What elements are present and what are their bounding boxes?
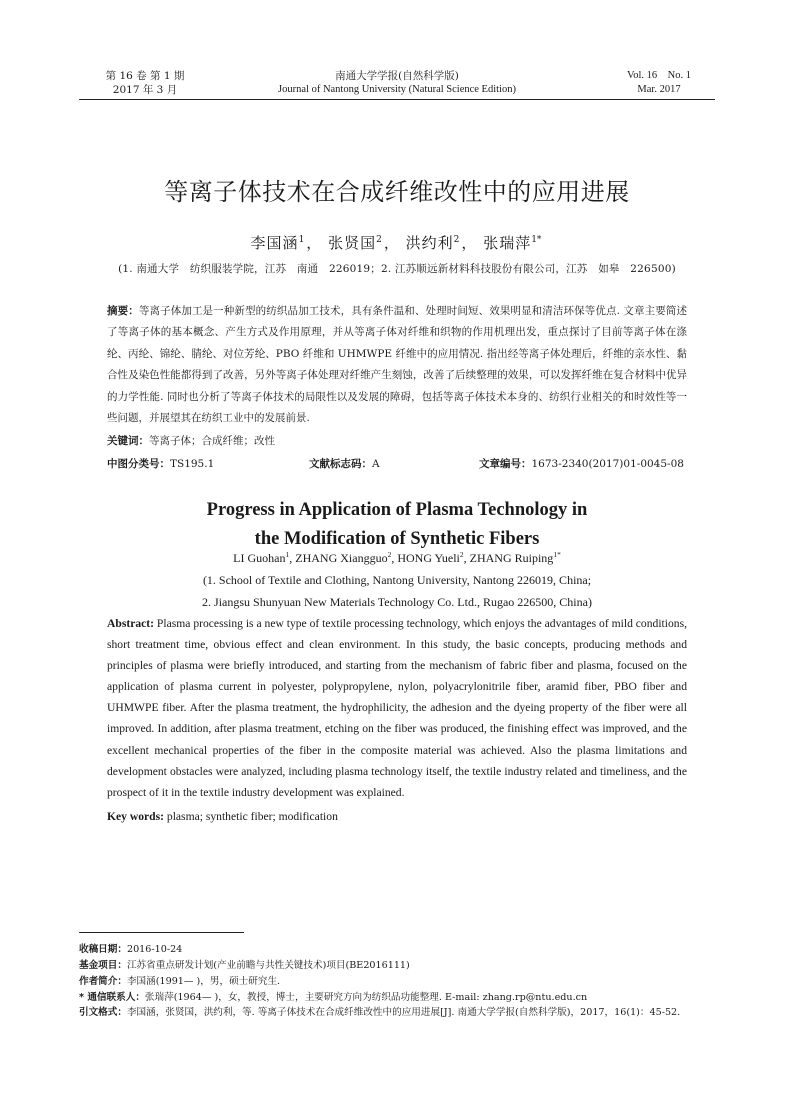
author-name: 李国涵 [250,234,299,252]
keywords-label-en: Key words: [107,810,164,823]
keywords-text-cn: 等离子体；合成纤维；改性 [149,435,275,447]
affiliation-cn: (1. 南通大学 纺织服装学院，江苏 南通 226019；2. 江苏顺远新材料科技股份有限公司，江苏 如皋 226500) [118,263,676,275]
author-name: HONG Yueli [397,551,460,565]
clc-label: 中图分类号： [107,458,170,470]
author-list-cn [79,232,715,253]
issue-date-text: 2017 年 3 月 [112,84,178,96]
author-affil-mark: 2 [376,235,382,245]
journal-name [230,69,564,97]
fund-value: 江苏省重点研发计划(产业前瞻与共性关键技术)项目(BE2016111) [126,960,410,971]
article-number-label: 文章编号： [479,458,532,470]
article-number-value: 1673-2340(2017)01-0045-08 [531,458,684,470]
paper-title-cn: 等离子体技术在合成纤维改性中的应用进展 [164,178,630,206]
author-separator: , [463,551,470,565]
bio-label: 作者简介： [79,976,127,987]
author-affil-mark: 2 [453,235,460,245]
abstract-label-cn: 摘要： [107,305,139,317]
keywords-en [107,807,687,827]
author-separator: , [391,551,398,565]
footnote-divider [79,932,244,933]
document-code-value: A [372,458,380,470]
author-affil-mark: 1* [531,235,542,245]
clc-number [107,455,214,473]
author-affil-mark: 1 [298,235,305,245]
fund-project [79,958,719,974]
volume-issue-text: 第 16 卷 第 1 期 [105,70,185,82]
clc-value: TS195.1 [170,458,215,470]
article-number [479,455,684,473]
paper-title-en-line2: the Modification of Synthetic Fibers [254,529,540,549]
abstract-text-en: Plasma processing is a new type of textile processing technology, which enjoys the advantages of mild conditions, short treatment time, obvious effect and clean environment. In this study, the basic concepts, producing methods and principles of plasma were briefly introduced, and starting from the mechanism of fabric fiber and plasma, focused on the application of plasma current in polyester, polypropylene, nylon, polyacrylonitrile fiber, aramid fiber, PBO fiber and UHMWPE fiber. After the plasma treatment, the hydrophilicity, the adhesion and the dyeing property of the fiber were all improved. In addition, after plasma treatment, etching on the fiber was produced, the finishing effect was improved, and the excellent mechanical properties of the fiber in the composite material was achieved. Also the plasma limitations and development obstacles were analyzed, including plasma technology itself, the textile industry related and timeliness, and the prospect of it in the textile industry development was explained. [107,617,687,799]
author-name: LI Guohan [233,551,286,565]
author-bio [79,974,719,990]
received-date [79,942,719,958]
corresponding-label: * 通信联系人： [79,992,145,1003]
author-separator: ， [461,234,478,252]
document-code-label: 文献标志码： [309,458,372,470]
keywords-cn [107,431,687,451]
keywords-text-en: plasma; synthetic fiber; modification [164,810,338,823]
affiliation-en-line1: (1. School of Textile and Clothing, Nantong University, Nantong 226019, China; [202,573,592,587]
author-name: ZHANG Ruiping [469,551,554,565]
abstract-cn [107,301,687,429]
issue-month-text: Mar. 2017 [637,84,681,95]
affiliation-en-line2: 2. Jiangsu Shunyuan New Materials Technology Co. Ltd., Rugao 226500, China) [202,595,592,609]
citation-format [79,1005,719,1021]
author-affil-mark: 1* [553,550,561,559]
author-list-en [79,550,715,566]
corresponding-author [79,990,719,1006]
volume-number-text: Vol. 16 No. 1 [627,70,691,81]
author-separator: ， [306,234,323,252]
citation-label: 引文格式： [79,1007,127,1018]
abstract-en [107,613,687,803]
fund-label: 基金项目： [79,960,127,971]
header-divider [79,99,715,100]
author-name: 洪约利 [405,234,454,252]
bio-value: 李国涵(1991— )，男，硕士研究生. [126,976,281,987]
received-value: 2016-10-24 [126,944,183,955]
document-code [309,455,380,473]
author-affil-mark: 1 [285,550,290,559]
journal-issue-cn [100,69,190,97]
author-name: 张贤国 [328,234,377,252]
citation-value: 李国涵，张贤国，洪约利，等. 等离子体技术在合成纤维改性中的应用进展[J]. 南通大学学报(自然科学版)，2017，16(1)：45-52. [126,1007,681,1018]
journal-name-cn: 南通大学学报(自然科学版) [335,70,459,82]
author-affil-mark: 2 [387,550,392,559]
journal-issue-en [604,69,714,97]
abstract-text-cn: 等离子体加工是一种新型的纺织品加工技术，具有条件温和、处理时间短、效果明显和清洁环保等优点. 文章主要简述了等离子体的基本概念、产生方式及作用原理，并从等离子体对纤维和织物的作用机理出发，重点探讨了目前等离子体在涤纶、丙纶、锦纶、腈纶、对位芳纶、PBO 纤维和 UHMWPE 纤维中的应用情况. 指出经等离子体处理后，纤维的亲水性、黏合性及染色性能都得到了改善，另外等离子体处理对纤维产生刻蚀，改善了后续整理的效果，可以发挥纤维在复合材料中优异的力学性能. 同时也分析了等离子体技术的局限性以及发展的障碍，包括等离子体技术本身的、纺织行业相关的和时效性等一些问题，并展望其在纺织工业中的发展前景. [107,305,687,425]
author-name: 张瑞萍 [483,234,532,252]
corresponding-value: 张瑞萍(1964— )，女，教授，博士，主要研究方向为纺织品功能整理. E-mail: zhang.rp@ntu.edu.cn [144,992,588,1003]
received-label: 收稿日期： [79,944,127,955]
paper-title-en-line1: Progress in Application of Plasma Technology in [206,500,588,520]
paper-title-en [79,496,715,554]
author-name: ZHANG Xiangguo [295,551,388,565]
journal-name-en: Journal of Nantong University (Natural Science Edition) [278,84,516,95]
keywords-label-cn: 关键词： [107,435,149,447]
author-separator: ， [383,234,400,252]
abstract-label-en: Abstract: [107,617,155,630]
author-affil-mark: 2 [459,550,464,559]
author-separator: , [289,551,296,565]
